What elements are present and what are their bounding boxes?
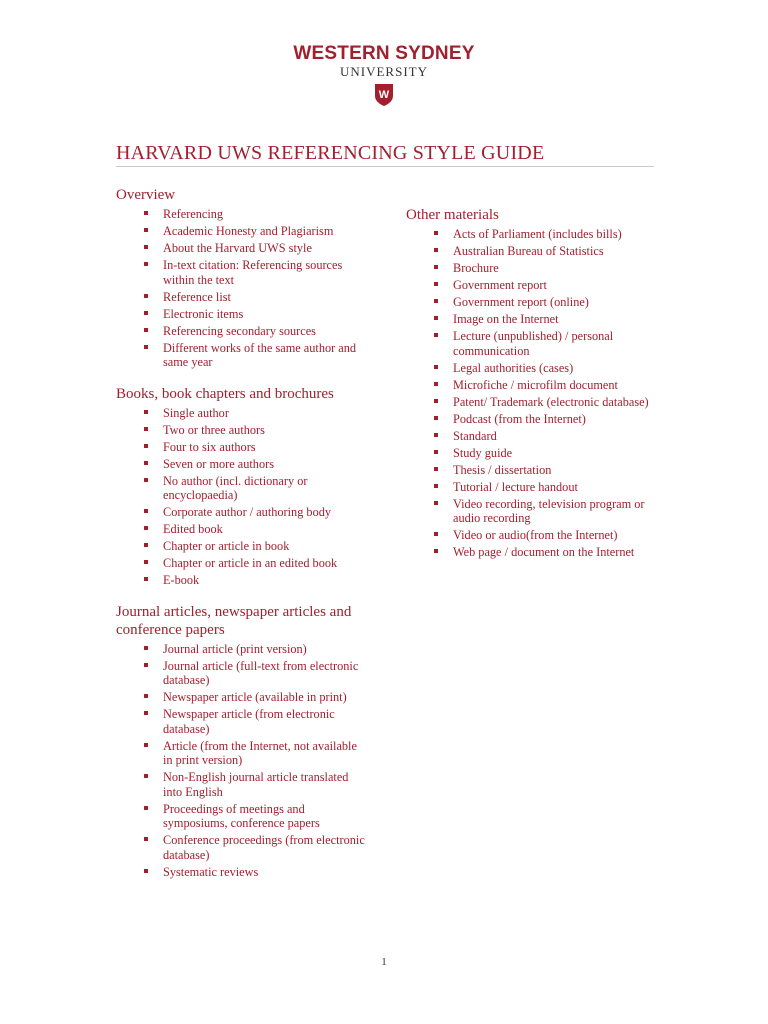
list-item[interactable]: Electronic items [116,307,366,322]
list-item[interactable]: E-book [116,573,366,588]
list-item[interactable]: Brochure [406,261,656,276]
list-item[interactable]: Video or audio(from the Internet) [406,528,656,543]
list-item[interactable]: Four to six authors [116,440,366,455]
list-item[interactable]: Newspaper article (available in print) [116,690,366,705]
list-item[interactable]: Patent/ Trademark (electronic database) [406,395,656,410]
page-title: HARVARD UWS REFERENCING STYLE GUIDE [116,142,545,164]
list-item[interactable]: Legal authorities (cases) [406,361,656,376]
section-books [116,385,366,588]
list-item[interactable]: Two or three authors [116,423,366,438]
right-column [406,206,656,575]
list-item[interactable]: Newspaper article (from electronic database) [116,707,366,736]
list-item[interactable]: Microfiche / microfilm document [406,378,656,393]
logo-wordmark: WESTERN SYDNEY [293,43,475,64]
list-item[interactable]: Proceedings of meetings and symposiums, conference papers [116,802,366,831]
list-item[interactable]: Different works of the same author and same year [116,341,366,370]
section-heading: Journal articles, newspaper articles and conference papers [116,603,352,638]
list-item[interactable]: Referencing [116,207,366,222]
list-item[interactable]: Government report (online) [406,295,656,310]
page-number: 1 [381,956,387,968]
left-column [116,186,366,894]
list-item[interactable]: Reference list [116,290,366,305]
list-item[interactable]: About the Harvard UWS style [116,241,366,256]
list-item[interactable]: No author (incl. dictionary or encyclopaedia) [116,474,366,503]
list-item[interactable]: Podcast (from the Internet) [406,412,656,427]
list-item[interactable]: Article (from the Internet, not available in print version) [116,739,366,768]
list-item[interactable]: Non-English journal article translated into English [116,770,366,799]
list-item[interactable]: Lecture (unpublished) / personal communication [406,329,656,358]
section-heading: Books, book chapters and brochures [116,385,334,402]
list-item[interactable]: Journal article (print version) [116,642,366,657]
link-list [116,406,366,588]
list-item[interactable]: Standard [406,429,656,444]
list-item[interactable]: Australian Bureau of Statistics [406,244,656,259]
list-item[interactable]: Conference proceedings (from electronic database) [116,833,366,862]
list-item[interactable]: Image on the Internet [406,312,656,327]
logo-emblem-letter: W [378,89,390,101]
link-list [116,642,366,880]
list-item[interactable]: Video recording, television program or audio recording [406,497,656,526]
list-item[interactable]: Corporate author / authoring body [116,505,366,520]
list-item[interactable]: Single author [116,406,366,421]
university-logo [0,44,768,107]
list-item[interactable]: Edited book [116,522,366,537]
link-list [406,227,656,560]
list-item[interactable]: Journal article (full-text from electronic database) [116,659,366,688]
section-heading: Other materials [406,207,499,223]
shield-icon [374,83,394,107]
list-item[interactable]: Referencing secondary sources [116,324,366,339]
list-item[interactable]: Chapter or article in book [116,539,366,554]
list-item[interactable]: Thesis / dissertation [406,463,656,478]
list-item[interactable]: Government report [406,278,656,293]
list-item[interactable]: Study guide [406,446,656,461]
section-other-materials [406,206,656,560]
list-item[interactable]: In-text citation: Referencing sources within the text [116,258,366,287]
section-journals [116,603,366,880]
section-heading: Overview [116,187,176,203]
list-item[interactable]: Academic Honesty and Plagiarism [116,224,366,239]
list-item[interactable]: Web page / document on the Internet [406,545,656,560]
list-item[interactable]: Tutorial / lecture handout [406,480,656,495]
logo-subtitle: UNIVERSITY [340,64,428,79]
link-list [116,207,366,370]
list-item[interactable]: Systematic reviews [116,865,366,880]
list-item[interactable]: Acts of Parliament (includes bills) [406,227,656,242]
title-divider [116,166,654,167]
list-item[interactable]: Chapter or article in an edited book [116,556,366,571]
section-overview [116,186,366,370]
list-item[interactable]: Seven or more authors [116,457,366,472]
